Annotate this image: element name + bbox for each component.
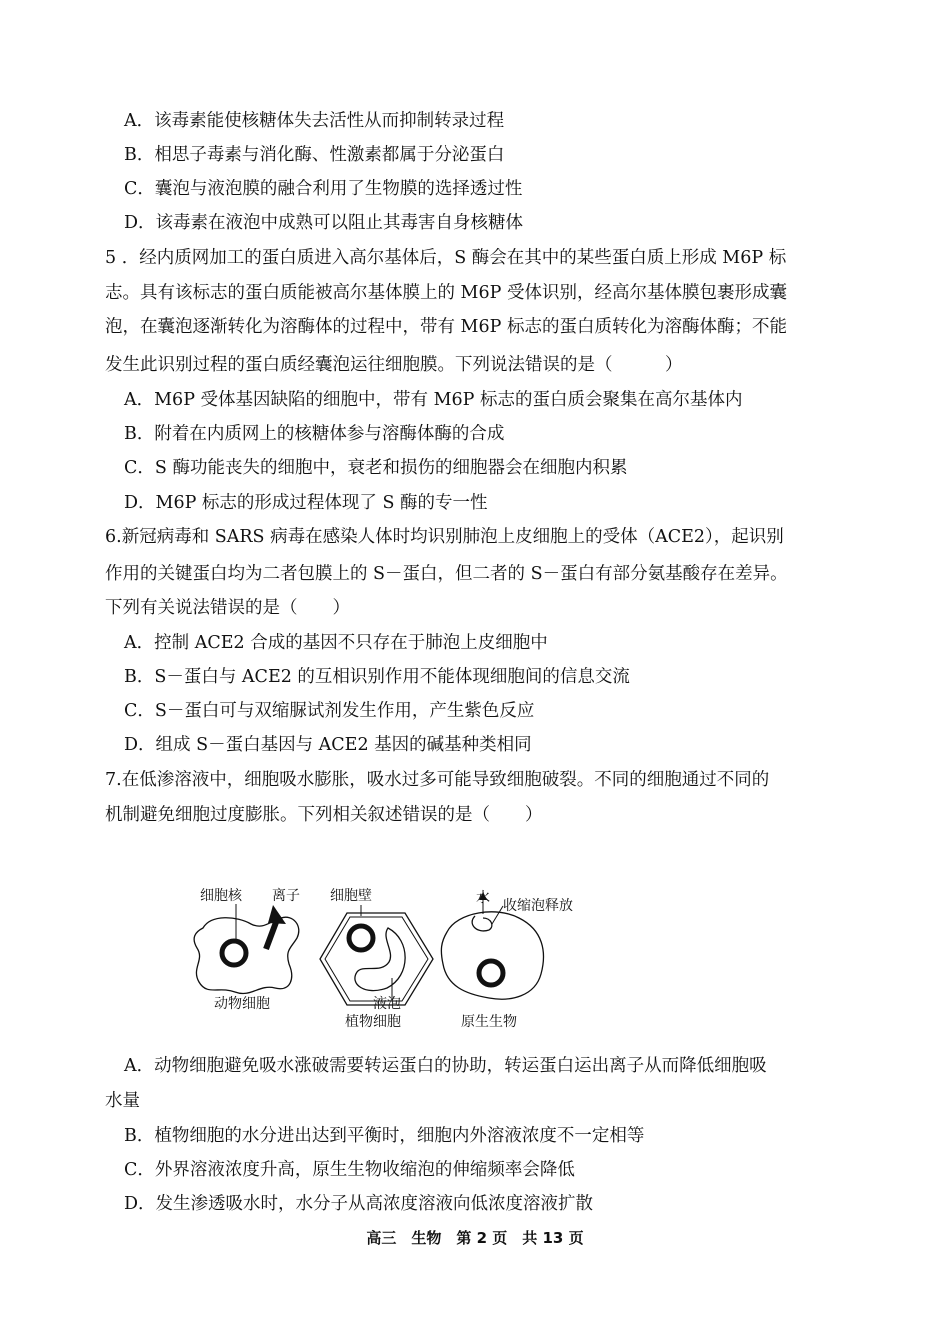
q7-option-a-cont: 水量 [105, 1091, 140, 1111]
q4-option-c: C．囊泡与液泡膜的融合利用了生物膜的选择透过性 [124, 179, 523, 199]
animal-nucleus [222, 941, 246, 965]
water-label: 水 [476, 890, 490, 906]
contractile-label: 收缩泡释放 [503, 898, 573, 914]
q6-option-a: A．控制 ACE2 合成的基因不只存在于肺泡上皮细胞中 [124, 633, 548, 653]
q7-stem-line: 机制避免细胞过度膨胀。下列相关叙述错误的是（ ） [105, 805, 543, 825]
q6-option-b: B．S－蛋白与 ACE2 的互相识别作用不能体现细胞间的信息交流 [124, 667, 630, 687]
q7-option-b: B．植物细胞的水分进出达到平衡时，细胞内外溶液浓度不一定相等 [124, 1126, 645, 1146]
q7-option-c: C．外界溶液浓度升高，原生生物收缩泡的伸缩频率会降低 [124, 1160, 575, 1180]
plant-vacuole [355, 928, 405, 991]
q5-stem-line: 5 ．经内质网加工的蛋白质进入高尔基体后，S 酶会在其中的某些蛋白质上形成 M6P 标 [105, 248, 787, 268]
q4-option-d: D．该毒素在液泡中成熟可以阻止其毒害自身核糖体 [124, 213, 524, 233]
nucleus-label: 细胞核 [200, 888, 242, 904]
page-footer: 高三 生物 第 2 页 共 13 页 [366, 1229, 584, 1247]
q7-option-d: D．发生渗透吸水时，水分子从高浓度溶液向低浓度溶液扩散 [124, 1194, 594, 1214]
q7-stem-line: 7.在低渗溶液中，细胞吸水膨胀，吸水过多可能导致细胞破裂。不同的细胞通过不同的 [105, 770, 770, 790]
q5-stem-line: 志。具有该标志的蛋白质能被高尔基体膜上的 M6P 受体识别，经高尔基体膜包裹形成囊 [105, 283, 787, 303]
q5-option-a: A．M6P 受体基因缺陷的细胞中，带有 M6P 标志的蛋白质会聚集在高尔基体内 [124, 390, 743, 410]
plant-nucleus [349, 926, 373, 950]
q6-stem-line: 作用的关键蛋白均为二者包膜上的 S－蛋白，但二者的 S－蛋白有部分氨基酸存在差异。 [105, 564, 788, 584]
q5-stem-line: 泡，在囊泡逐渐转化为溶酶体的过程中，带有 M6P 标志的蛋白质转化为溶酶体酶；不能 [105, 317, 787, 337]
q4-option-b: B．相思子毒素与消化酶、性激素都属于分泌蛋白 [124, 145, 505, 165]
q5-option-b: B．附着在内质网上的核糖体参与溶酶体酶的合成 [124, 424, 505, 444]
q5-option-d: D．M6P 标志的形成过程体现了 S 酶的专一性 [124, 493, 488, 513]
q4-option-a: A．该毒素能使核糖体失去活性从而抑制转录过程 [124, 111, 505, 131]
q6-option-d: D．组成 S－蛋白基因与 ACE2 基因的碱基种类相同 [124, 735, 532, 755]
q6-stem-line: 6.新冠病毒和 SARS 病毒在感染人体时均识别肺泡上皮细胞上的受体（ACE2），起识别 [105, 527, 784, 547]
cell-diagram [185, 880, 605, 1040]
protist-nucleus [479, 961, 503, 985]
q6-option-c: C．S－蛋白可与双缩脲试剂发生作用，产生紫色反应 [124, 701, 535, 721]
wall-label: 细胞壁 [330, 888, 372, 904]
protist-label: 原生生物 [461, 1014, 517, 1030]
vacuole-label: 液泡 [373, 996, 401, 1012]
animal-cell-label: 动物细胞 [214, 996, 270, 1012]
ion-arrow-head [268, 905, 286, 924]
ion-label: 离子 [272, 888, 300, 904]
plant-cell-label: 植物细胞 [345, 1014, 401, 1030]
q6-stem-line: 下列有关说法错误的是（ ） [105, 598, 350, 618]
q5-option-c: C．S 酶功能丧失的细胞中，衰老和损伤的细胞器会在细胞内积累 [124, 458, 628, 478]
q5-stem-line: 发生此识别过程的蛋白质经囊泡运往细胞膜。下列说法错误的是（ ） [105, 355, 683, 375]
contractile-vacuole [472, 916, 492, 931]
q7-option-a: A．动物细胞避免吸水涨破需要转运蛋白的协助，转运蛋白运出离子从而降低细胞吸 [124, 1056, 767, 1076]
